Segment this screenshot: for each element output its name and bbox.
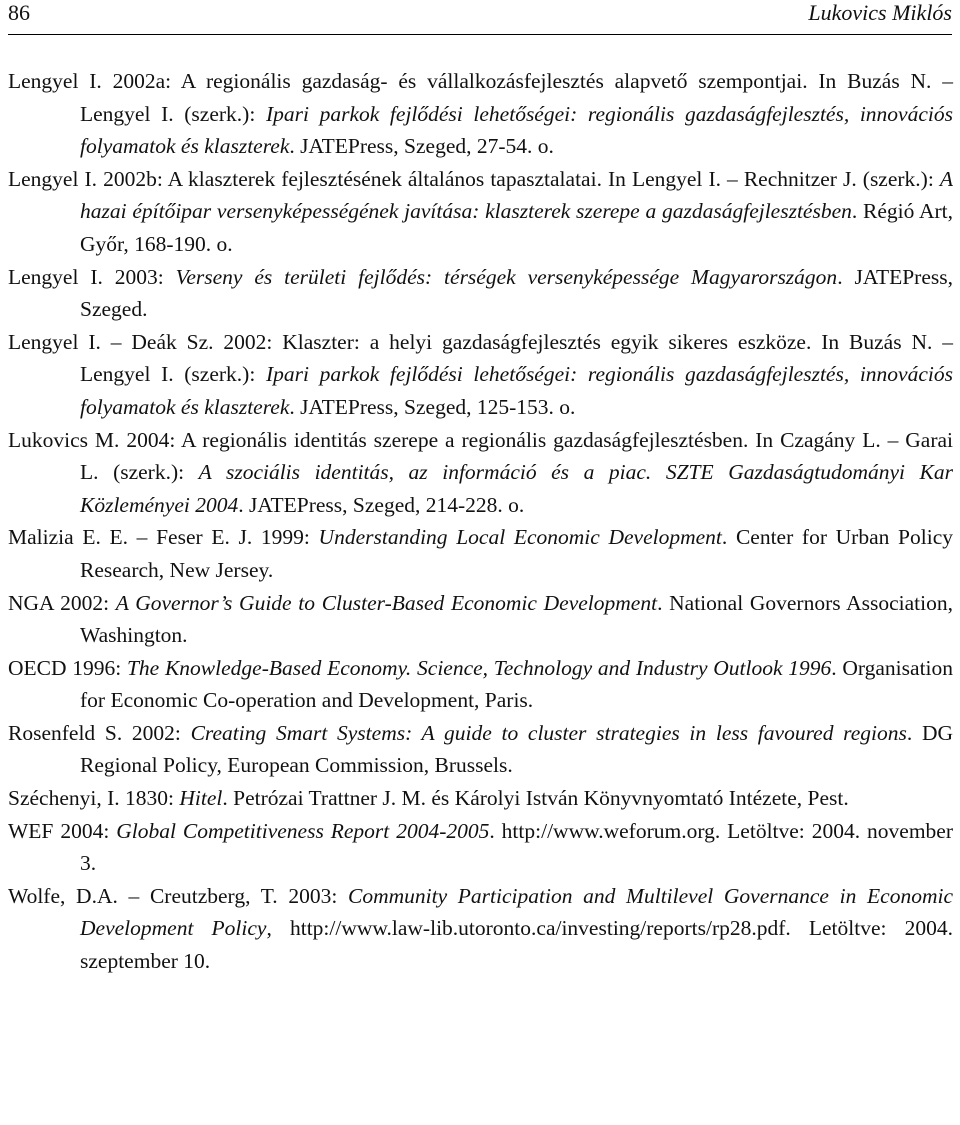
running-header	[8, 0, 952, 35]
reference-entry	[8, 163, 953, 261]
reference-text: Rosenfeld S. 2002:	[8, 720, 191, 745]
reference-title: Community Participation and Multilevel Governance in Economic Development Policy	[80, 883, 953, 941]
reference-title: Global Competitiveness Report 2004-2005	[116, 818, 490, 843]
reference-text: . National Governors Association, Washington.	[80, 590, 954, 648]
reference-text: . Régió Art, Győr, 168-190. o.	[80, 199, 953, 256]
reference-text: Malizia E. E. – Feser E. J. 1999:	[8, 525, 319, 550]
reference-text: . Organisation for Economic Co-operation and Development, Paris.	[80, 655, 954, 713]
reference-entry	[8, 587, 953, 652]
reference-title: Verseny és területi fejlődés: térségek versenyképessége Magyarországon	[175, 264, 838, 289]
reference-text: . Center for Urban Policy Research, New Jersey.	[80, 525, 953, 582]
reference-entry	[8, 782, 953, 815]
reference-entry	[8, 652, 953, 717]
page-number: 86	[8, 0, 30, 25]
reference-text: Lukovics M. 2004: A regionális identitás szerepe a regionális gazdaságfejlesztésben. In Czagány L. – Garai L. (szerk.):	[8, 427, 953, 485]
reference-title: Understanding Local Economic Development	[318, 525, 722, 550]
reference-entry	[8, 717, 953, 782]
reference-text: Lengyel I. 2002b: A klaszterek fejlesztésének általános tapasztalatai. In Lengyel I. – Rechnitzer J. (szerk.):	[8, 166, 940, 191]
reference-text: Lengyel I. 2003:	[8, 264, 176, 289]
reference-list	[8, 65, 953, 978]
reference-entry	[8, 815, 953, 880]
reference-title: A Governor’s Guide to Cluster-Based Economic Development	[115, 590, 658, 615]
reference-text: NGA 2002:	[8, 590, 116, 615]
reference-title: The Knowledge-Based Economy. Science, Technology and Industry Outlook 1996	[126, 655, 832, 680]
reference-text: Széchenyi, I. 1830:	[8, 786, 180, 811]
reference-title: A szociális identitás, az információ és a piac. SZTE Gazdaságtudományi Kar Közleményei 2004	[80, 460, 953, 517]
reference-text: . JATEPress, Szeged, 27-54. o.	[289, 134, 554, 159]
reference-title: Hitel	[179, 786, 223, 811]
reference-text: . DG Regional Policy, European Commission, Brussels.	[80, 720, 953, 778]
reference-title: Ipari parkok fejlődési lehetőségei: regionális gazdaságfejlesztés, innovációs folyamatok és klaszterek	[80, 362, 953, 419]
reference-text: WEF 2004:	[8, 818, 117, 843]
reference-entry	[8, 424, 953, 522]
running-author: Lukovics Miklós	[808, 0, 952, 25]
reference-text: OECD 1996:	[8, 655, 127, 680]
reference-text: Wolfe, D.A. – Creutzberg, T. 2003:	[8, 883, 348, 908]
reference-entry	[8, 65, 953, 163]
reference-entry	[8, 521, 953, 586]
reference-title: Creating Smart Systems: A guide to cluster strategies in less favoured regions	[190, 720, 907, 745]
reference-entry	[8, 880, 953, 978]
reference-text: , http://www.law-lib.utoronto.ca/investing/reports/rp28.pdf. Letöltve: 2004. szeptember 10.	[80, 916, 953, 974]
reference-text: Lengyel I. 2002a: A regionális gazdaság- és vállalkozásfejlesztés alapvető szempontjai. In Buzás N. – Lengyel I. (szerk.):	[8, 69, 953, 126]
reference-entry	[8, 261, 953, 326]
reference-title: A hazai építőipar versenyképességének javítása: klaszterek szerepe a gazdaságfejlesztésben	[80, 166, 953, 224]
reference-text: . JATEPress, Szeged.	[80, 264, 953, 322]
reference-text: . http://www.weforum.org. Letöltve: 2004. november 3.	[80, 818, 953, 876]
reference-entry	[8, 326, 953, 424]
reference-text: Lengyel I. – Deák Sz. 2002: Klaszter: a helyi gazdaságfejlesztés egyik sikeres eszköze. In Buzás N. – Lengyel I. (szerk.):	[8, 329, 953, 387]
reference-title: Ipari parkok fejlődési lehetőségei: regionális gazdaságfejlesztés, innovációs folyamatok és klaszterek	[80, 101, 953, 159]
reference-text: . JATEPress, Szeged, 125-153. o.	[289, 394, 576, 419]
reference-text: . Petrózai Trattner J. M. és Károlyi István Könyvnyomtató Intézete, Pest.	[222, 786, 849, 811]
reference-text: . JATEPress, Szeged, 214-228. o.	[238, 492, 525, 517]
